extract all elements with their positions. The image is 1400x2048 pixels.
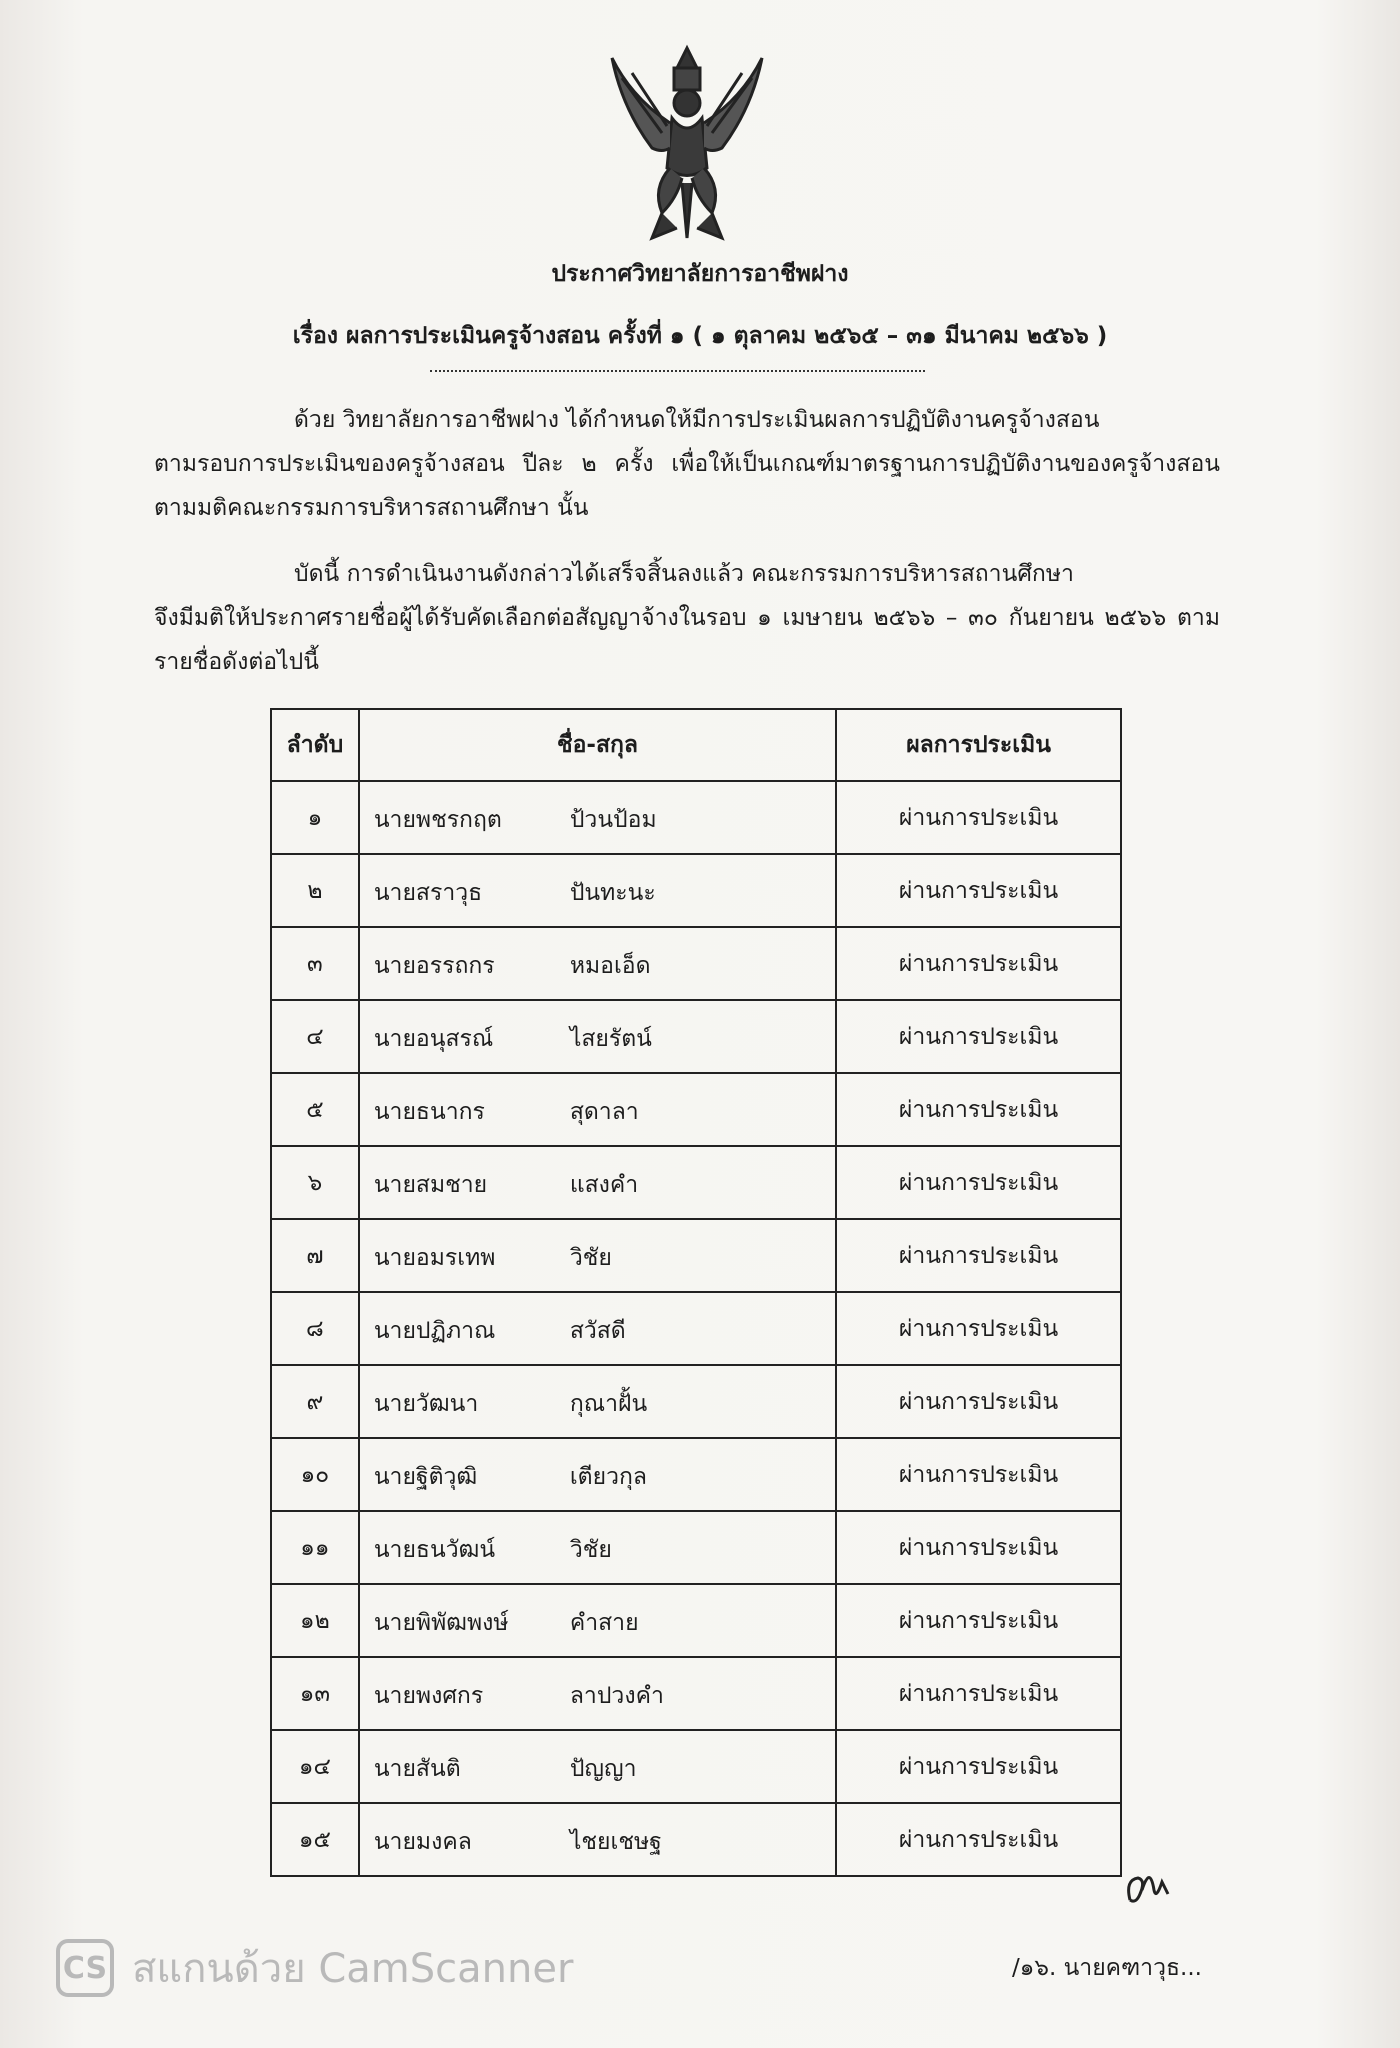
row-first-name: นายพชรกฤต: [373, 807, 502, 833]
camscanner-logo-icon: CS: [56, 1939, 114, 1997]
row-last-name: สุดาลา: [569, 1099, 639, 1125]
table-row: [271, 1438, 1121, 1511]
row-result: ผ่านการประเมิน: [836, 1146, 1121, 1219]
row-order: ๒: [271, 854, 359, 927]
row-name: [359, 1584, 836, 1657]
table-row: [271, 1511, 1121, 1584]
row-order: ๑๐: [271, 1438, 359, 1511]
table-row: [271, 1803, 1121, 1876]
row-last-name: ไสยรัตน์: [569, 1026, 652, 1052]
row-first-name: นายสมชาย: [373, 1172, 488, 1198]
row-result: ผ่านการประเมิน: [836, 1292, 1121, 1365]
row-order: ๑: [271, 781, 359, 854]
row-first-name: นายวัฒนา: [373, 1391, 479, 1417]
row-name: [359, 1657, 836, 1730]
row-order: ๕: [271, 1073, 359, 1146]
row-last-name: แสงคำ: [569, 1172, 639, 1198]
row-result: ผ่านการประเมิน: [836, 1511, 1121, 1584]
row-name: [359, 1000, 836, 1073]
announcement-title: ประกาศวิทยาลัยการอาชีพฝาง: [551, 261, 849, 287]
row-last-name: ไชยเชษฐ: [569, 1829, 662, 1855]
dotted-divider: [430, 370, 925, 372]
row-first-name: นายพิพัฒพงษ์: [373, 1610, 509, 1636]
row-order: ๑๕: [271, 1803, 359, 1876]
signature-icon: [1120, 1860, 1180, 1910]
row-result: ผ่านการประเมิน: [836, 1438, 1121, 1511]
table-row: [271, 1365, 1121, 1438]
garuda-emblem-icon: [592, 38, 782, 248]
paragraph-2: [154, 552, 1220, 684]
row-last-name: ลาปวงคำ: [569, 1683, 664, 1709]
table-row: [271, 927, 1121, 1000]
row-result: ผ่านการประเมิน: [836, 1365, 1121, 1438]
row-last-name: ป้วนป้อม: [569, 807, 657, 833]
row-order: ๖: [271, 1146, 359, 1219]
camscanner-text: สแกนด้วย CamScanner: [132, 1946, 574, 1992]
row-last-name: วิชัย: [569, 1245, 612, 1271]
row-first-name: นายอนุสรณ์: [373, 1026, 494, 1052]
row-first-name: นายพงศกร: [373, 1683, 484, 1709]
row-first-name: นายธนากร: [373, 1099, 485, 1125]
row-name: [359, 1511, 836, 1584]
row-result: ผ่านการประเมิน: [836, 927, 1121, 1000]
row-result: ผ่านการประเมิน: [836, 1584, 1121, 1657]
row-order: ๑๑: [271, 1511, 359, 1584]
table-row: [271, 1730, 1121, 1803]
header-order: ลำดับ: [271, 709, 359, 781]
evaluation-results-table: [270, 708, 1122, 1877]
header-name: ชื่อ-สกุล: [359, 709, 836, 781]
row-result: ผ่านการประเมิน: [836, 1000, 1121, 1073]
paragraph-2-first-line: บัดนี้ การดำเนินงานดังกล่าวได้เสร็จสิ้นลงแล้ว คณะกรรมการบริหารสถานศึกษา: [294, 561, 1074, 587]
row-first-name: นายสราวุธ: [373, 880, 483, 906]
row-last-name: คำสาย: [569, 1610, 639, 1636]
row-last-name: เตียวกุล: [569, 1464, 648, 1490]
row-name: [359, 1219, 836, 1292]
row-last-name: กุณาฝั้น: [569, 1391, 648, 1417]
table-row: [271, 1000, 1121, 1073]
row-order: ๘: [271, 1292, 359, 1365]
row-last-name: ปันทะนะ: [569, 880, 656, 906]
row-last-name: วิชัย: [569, 1537, 612, 1563]
row-name: [359, 1803, 836, 1876]
table-row: [271, 854, 1121, 927]
table-row: [271, 1292, 1121, 1365]
row-first-name: นายอมรเทพ: [373, 1245, 496, 1271]
table-row: [271, 1219, 1121, 1292]
row-result: ผ่านการประเมิน: [836, 1657, 1121, 1730]
row-name: [359, 1365, 836, 1438]
row-result: ผ่านการประเมิน: [836, 1073, 1121, 1146]
row-order: ๓: [271, 927, 359, 1000]
announcement-subject: เรื่อง ผลการประเมินครูจ้างสอน ครั้งที่ ๑ ( ๑ ตุลาคม ๒๕๖๕ – ๓๑ มีนาคม ๒๕๖๖ ): [292, 323, 1108, 349]
row-first-name: นายอรรถกร: [373, 953, 495, 979]
row-order: ๔: [271, 1000, 359, 1073]
row-first-name: นายมงคล: [373, 1829, 472, 1855]
table-row: [271, 781, 1121, 854]
continuation-note: /๑๖. นายคฑาวุธ...: [1012, 1955, 1202, 1981]
row-name: [359, 1438, 836, 1511]
row-order: ๑๔: [271, 1730, 359, 1803]
row-result: ผ่านการประเมิน: [836, 1803, 1121, 1876]
paragraph-2-rest: จึงมีมติให้ประกาศรายชื่อผู้ได้รับคัดเลือกต่อสัญญาจ้างในรอบ ๑ เมษายน ๒๕๖๖ – ๓๐ กันยายน ๒๕๖๖ ตามรายชื่อดังต่อไปนี้: [154, 605, 1220, 675]
row-order: ๗: [271, 1219, 359, 1292]
table-header-row: [271, 709, 1121, 781]
row-name: [359, 1730, 836, 1803]
paragraph-1-first-line: ด้วย วิทยาลัยการอาชีพฝาง ได้กำหนดให้มีการประเมินผลการปฏิบัติงานครูจ้างสอน: [294, 407, 1100, 433]
table-row: [271, 1657, 1121, 1730]
row-result: ผ่านการประเมิน: [836, 1219, 1121, 1292]
camscanner-watermark: [56, 1938, 573, 1998]
row-name: [359, 1146, 836, 1219]
row-order: ๙: [271, 1365, 359, 1438]
row-first-name: นายปฏิภาณ: [373, 1318, 496, 1344]
row-order: ๑๒: [271, 1584, 359, 1657]
row-result: ผ่านการประเมิน: [836, 854, 1121, 927]
paragraph-1-rest: ตามรอบการประเมินของครูจ้างสอน ปีละ ๒ ครั้ง เพื่อให้เป็นเกณฑ์มาตรฐานการปฏิบัติงานของครูจ้างสอน ตามมติคณะกรรมการบริหารสถานศึกษา นั้น: [154, 451, 1220, 521]
row-name: [359, 927, 836, 1000]
row-first-name: นายฐิติวุฒิ: [373, 1464, 478, 1490]
table-row: [271, 1146, 1121, 1219]
paragraph-1: [154, 398, 1220, 530]
row-name: [359, 854, 836, 927]
row-last-name: สวัสดี: [569, 1318, 626, 1344]
row-name: [359, 781, 836, 854]
row-first-name: นายสันติ: [373, 1756, 461, 1782]
row-order: ๑๓: [271, 1657, 359, 1730]
row-name: [359, 1073, 836, 1146]
table-row: [271, 1073, 1121, 1146]
table-row: [271, 1584, 1121, 1657]
row-name: [359, 1292, 836, 1365]
row-first-name: นายธนวัฒน์: [373, 1537, 496, 1563]
header-result: ผลการประเมิน: [836, 709, 1121, 781]
row-result: ผ่านการประเมิน: [836, 781, 1121, 854]
row-last-name: ปัญญา: [569, 1756, 637, 1782]
row-result: ผ่านการประเมิน: [836, 1730, 1121, 1803]
row-last-name: หมอเอ็ด: [569, 953, 651, 979]
